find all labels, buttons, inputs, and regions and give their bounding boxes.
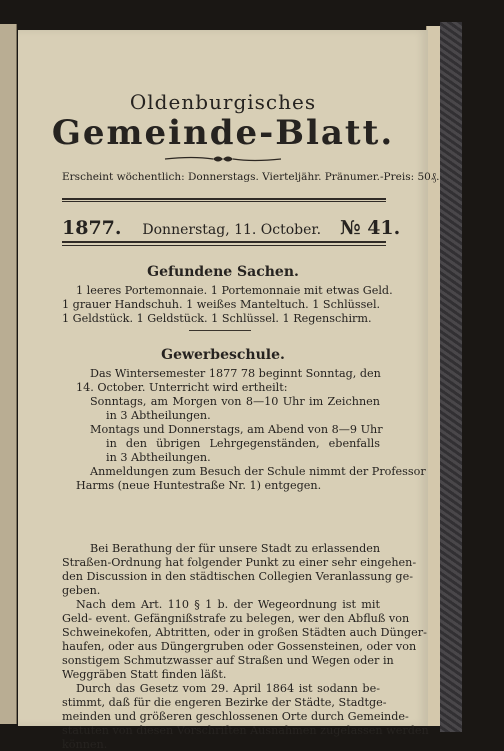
masthead-subline: Erscheint wöchentlich: Donnerstags. Vierteljähr. Pränumer.-Preis: 50₰.: [62, 171, 440, 183]
article-line: haufen, oder aus Düngergruben oder Gossensteinen, oder von: [62, 640, 417, 653]
issue-number: № 41.: [339, 217, 401, 239]
school-line: Harms (neue Huntestraße Nr. 1) entgegen.: [76, 479, 322, 492]
article-line: statuten von diesen Vorschriften Ausnahmen zugelassen werden: [62, 724, 429, 737]
article-line: können.: [62, 738, 108, 751]
issue-date: Donnerstag, 11. October.: [142, 222, 322, 238]
school-line: 14. October. Unterricht wird ertheilt:: [76, 381, 288, 394]
school-line: in 3 Abtheilungen.: [106, 409, 211, 422]
article-line: den Discussion in den städtischen Collegien Veranlassung ge-: [62, 570, 413, 583]
issue-line: [62, 217, 400, 239]
article-line: Durch das Gesetz vom 29. April 1864 ist sodann be-: [76, 682, 380, 695]
school-line: Sonntags, am Morgen von 8—10 Uhr im Zeichnen: [90, 395, 380, 408]
found-line: 1 leeres Portemonnaie. 1 Portemonnaie mit etwas Geld.: [76, 284, 393, 297]
found-heading: Gefundene Sachen.: [147, 264, 299, 280]
rule-bottom-thin: [62, 245, 386, 246]
article-line: stimmt, daß für die engeren Bezirke der Städte, Stadtge-: [62, 696, 387, 709]
school-heading: Gewerbeschule.: [161, 347, 285, 363]
school-line: Das Wintersemester 1877 78 beginnt Sonntag, den: [90, 367, 381, 380]
rule-top: [62, 198, 386, 200]
school-line: in 3 Abtheilungen.: [106, 451, 211, 464]
masthead-supertitle: Oldenburgisches: [129, 90, 317, 114]
ornament-flourish-icon: [163, 154, 283, 164]
school-line: in den übrigen Lehrgegenständen, ebenfalls: [106, 437, 380, 450]
page-stack-edge: [426, 26, 441, 726]
school-line: Montags und Donnerstags, am Abend von 8—9 Uhr: [90, 423, 383, 436]
article-line: Schweinekofen, Abtritten, oder in großen Städten auch Dünger-: [62, 626, 427, 639]
masthead-title: Gemeinde-Blatt.: [51, 113, 395, 153]
found-line: 1 grauer Handschuh. 1 weißes Manteltuch. 1 Schlüssel.: [62, 298, 381, 311]
issue-year: 1877.: [62, 217, 122, 239]
article-line: sonstigem Schmutzwasser auf Straßen und Wegen oder in: [62, 654, 394, 667]
article-line: Bei Berathung der für unsere Stadt zu erlassenden: [90, 542, 381, 555]
section-divider: [189, 330, 251, 331]
rule-top-thin: [62, 201, 386, 202]
article-line: Weggräben Statt finden läßt.: [62, 668, 227, 681]
article-line: Straßen-Ordnung hat folgender Punkt zu einer sehr eingehen-: [62, 556, 417, 569]
school-line: Anmeldungen zum Besuch der Schule nimmt der Professor: [90, 465, 426, 478]
article-line: geben.: [62, 584, 101, 597]
facing-page-edge: [0, 24, 17, 724]
book-spine: [440, 22, 462, 732]
rule-bottom: [62, 241, 386, 243]
newspaper-page: [18, 30, 440, 751]
article-line: Nach dem Art. 110 § 1 b. der Wegeordnung ist mit: [76, 598, 380, 611]
article-line: Geld- event. Gefängnißstrafe zu belegen, wer den Abfluß von: [62, 612, 410, 625]
article-line: meinden und größeren geschlossenen Orte durch Gemeinde-: [62, 710, 409, 723]
found-line: 1 Geldstück. 1 Geldstück. 1 Schlüssel. 1 Regenschirm.: [62, 312, 372, 325]
